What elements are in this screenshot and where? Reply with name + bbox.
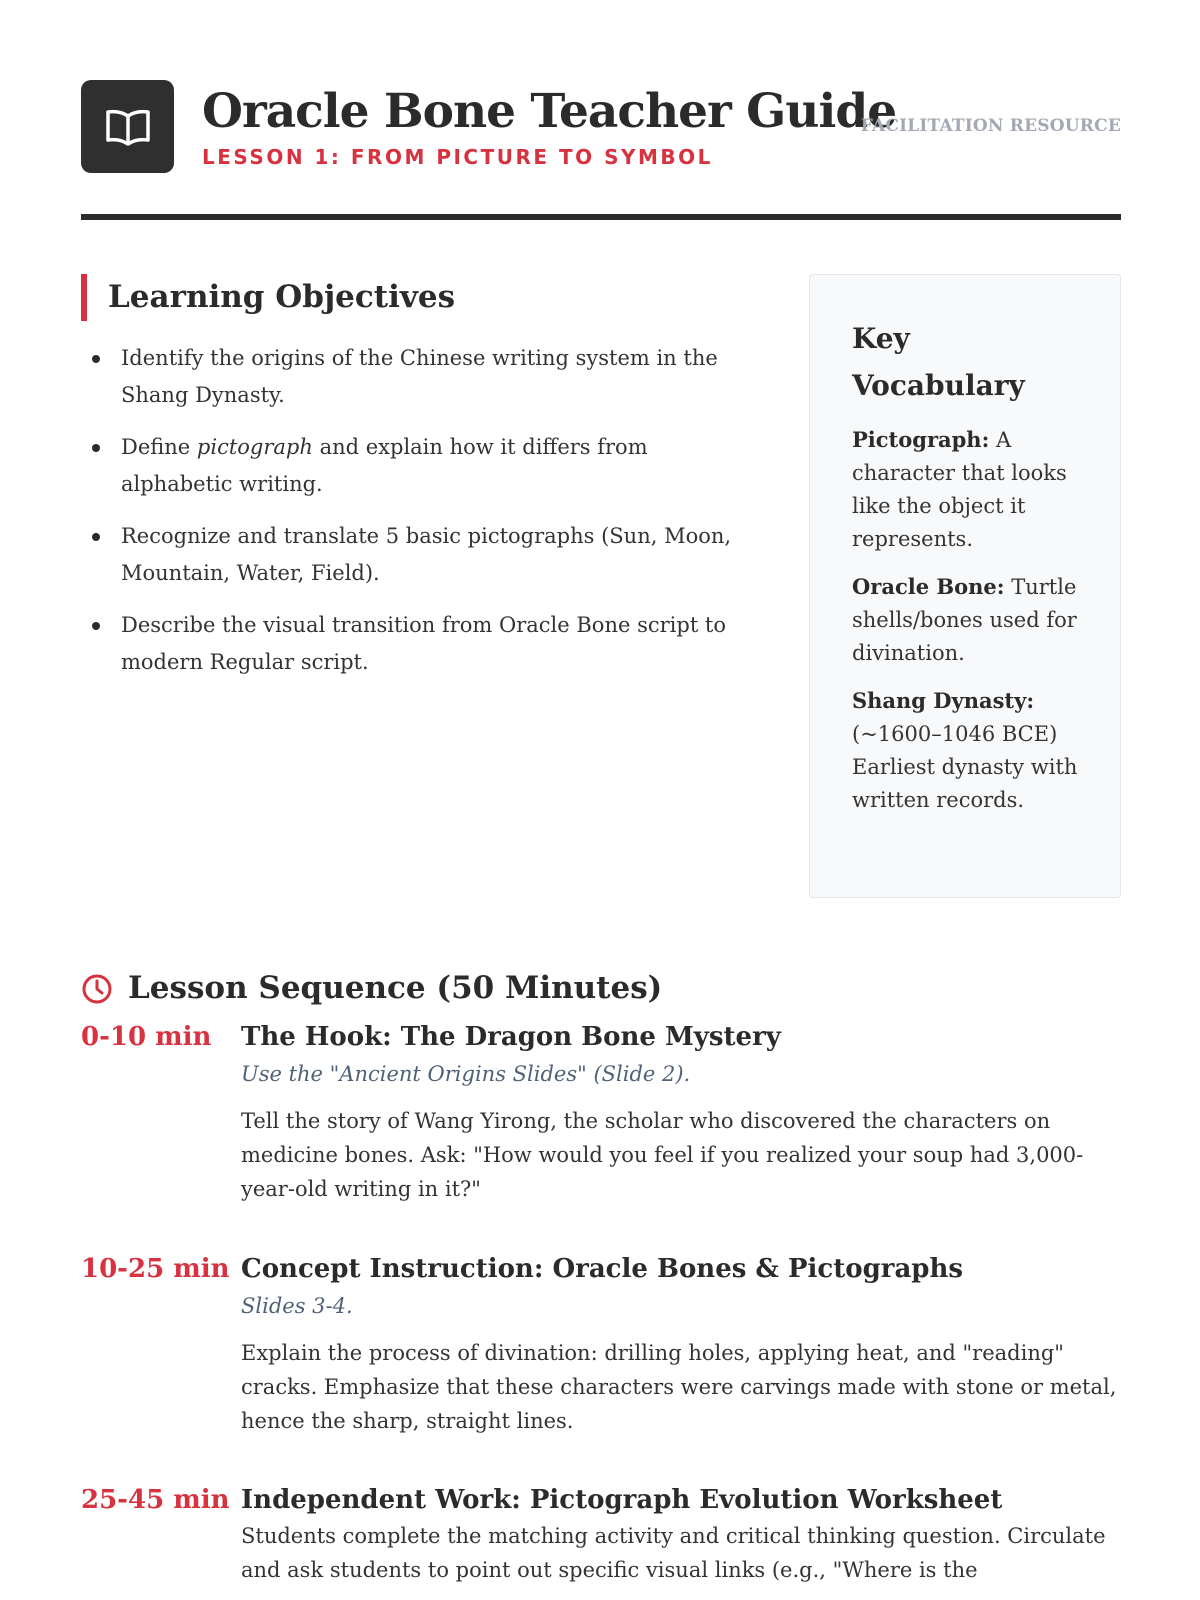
vocabulary-heading: Key Vocabulary	[852, 322, 1025, 402]
step-time: 0-10 min	[81, 1022, 212, 1052]
objective-text: Recognize and translate 5 basic pictographs (Sun, Moon, Mountain, Water, Field).	[121, 524, 732, 585]
step-description: Tell the story of Wang Yirong, the scholar who discovered the characters on medicine bones. Ask: "How would you feel if you realized your soup had 3,000-year-old writing in it?"	[241, 1109, 1084, 1201]
header-divider	[81, 214, 1121, 220]
vocab-definition: Turtle shells/bones used for divination.	[852, 575, 1077, 665]
objective-text: Identify the origins of the Chinese writing system in the Shang Dynasty.	[121, 346, 718, 407]
step-description: Students complete the matching activity and critical thinking question. Circulate and ask students to point out specific visual links (e.g., "Where is the	[241, 1524, 1106, 1582]
vocab-entry	[852, 684, 1090, 817]
vocab-entry	[852, 570, 1090, 670]
page-header	[81, 80, 1121, 220]
clock-icon	[81, 973, 113, 1005]
step-time: 25-45 min	[81, 1485, 230, 1515]
open-book-icon	[103, 104, 153, 150]
step-title: Independent Work: Pictograph Evolution Worksheet	[241, 1485, 1003, 1515]
vocab-entry	[852, 423, 1090, 556]
list-item	[81, 340, 761, 414]
step-title: Concept Instruction: Oracle Bones & Pictographs	[241, 1254, 964, 1284]
lesson-sequence-section	[81, 960, 1121, 1582]
objectives-heading: Learning Objectives	[108, 279, 456, 315]
step-time: 10-25 min	[81, 1254, 230, 1284]
key-vocabulary-box	[809, 274, 1121, 898]
logo	[81, 80, 174, 173]
step-body	[241, 1018, 1121, 1206]
objectives-list	[81, 340, 761, 681]
objective-text: Describe the visual transition from Oracle Bone script to modern Regular script.	[121, 613, 727, 674]
accent-bar	[81, 274, 87, 321]
learning-objectives-section	[81, 274, 761, 696]
step-body	[241, 1481, 1121, 1587]
step-reference: Slides 3-4.	[241, 1294, 353, 1318]
lesson-subtitle: LESSON 1: FROM PICTURE TO SYMBOL	[202, 145, 713, 169]
vocab-term: Pictograph:	[852, 427, 990, 452]
page-title: Oracle Bone Teacher Guide	[202, 84, 897, 139]
sequence-heading-block	[81, 960, 1121, 1016]
step-title: The Hook: The Dragon Bone Mystery	[241, 1022, 781, 1052]
step-description: Explain the process of divination: drilling holes, applying heat, and "reading" cracks. Emphasize that these characters were carvings made with stone or metal, hence the sharp, straight lines.	[241, 1341, 1117, 1433]
vocab-term: Shang Dynasty:	[852, 688, 1035, 713]
vocab-term: Oracle Bone:	[852, 574, 1005, 599]
list-item	[81, 607, 761, 681]
bullet-icon	[92, 622, 100, 630]
vocab-definition: (~1600–1046 BCE) Earliest dynasty with written records.	[852, 722, 1078, 812]
step-body	[241, 1250, 1121, 1438]
resource-label: FACILITATION RESOURCE	[860, 116, 1121, 136]
objective-text-after: and explain how it differs from alphabetic writing.	[121, 435, 648, 496]
list-item	[81, 429, 761, 503]
bullet-icon	[92, 533, 100, 541]
sequence-heading: Lesson Sequence (50 Minutes)	[128, 970, 663, 1006]
objective-text-before: Define	[121, 435, 197, 459]
objective-term: pictograph	[196, 435, 313, 459]
list-item	[81, 518, 761, 592]
step-reference: Use the "Ancient Origins Slides" (Slide 2).	[241, 1062, 691, 1086]
vocab-definition: A character that looks like the object it represents.	[852, 428, 1067, 551]
objectives-heading-block	[81, 274, 761, 321]
bullet-icon	[92, 444, 100, 452]
bullet-icon	[92, 355, 100, 363]
